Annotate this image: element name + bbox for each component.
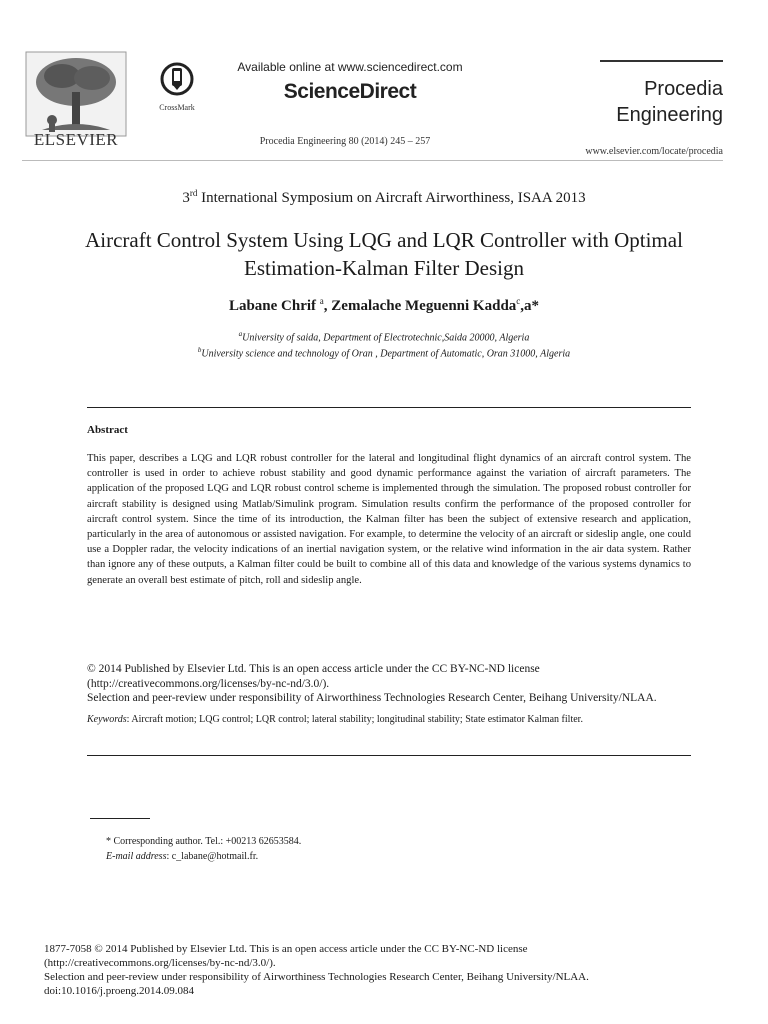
peer-review-line: Selection and peer-review under responsibility of Airworthiness Technologies Research Center, Beihang University/NLAA.	[87, 692, 657, 704]
crossmark-icon	[160, 62, 194, 96]
abstract-body: This paper, describes a LQG and LQR robust controller for the lateral and longitudinal flight dynamics of an aircraft control system. The controller is used in order to achieve robust stability and good dynamic performance against the variation of aircraft parameters. The application of the proposed LQG and LQR robust control scheme is implemented through the simulation. The proposed robust controller for aircraft stability is designed using Matlab/Simulink program. Simulation results confirm the performance of the proposed controller for aircraft control system. Since the time of its introduction, the Kalman filter has been the subject of extensive research and application, particularly in the area of autonomous or assisted navigation. For example, to determine the velocity of an aircraft or sideslip angle, one could use a Doppler radar, the velocity indications of an inertial navigation system, or the relative wind information in the air data system. Rather than ignore any of these outputs, a Kalman filter could be built to combine all of this data and knowledge of the various systems dynamics to generate an overall best estimate of pitch, roll and sideslip angle.	[87, 453, 691, 586]
symposium-ordinal-suffix: rd	[189, 188, 198, 198]
affiliation-a	[60, 330, 708, 343]
symposium-line	[40, 188, 728, 207]
abstract-top-rule	[87, 407, 691, 408]
license-link[interactable]: (http://creativecommons.org/licenses/by-nc-nd/3.0/).	[44, 957, 276, 969]
email-note	[106, 851, 258, 862]
doi-line[interactable]: doi:10.1016/j.proeng.2014.09.084	[44, 985, 195, 997]
journal-title	[600, 76, 723, 128]
affiliation-b	[60, 346, 708, 359]
abstract-bottom-rule	[87, 755, 691, 756]
sciencedirect-brand: ScienceDirect	[283, 80, 417, 103]
affiliation-mark: a	[238, 330, 243, 338]
available-online-text: Available online at www.sciencedirect.com	[237, 60, 463, 74]
publisher-name: ELSEVIER	[33, 130, 119, 149]
symposium-name: International Symposium on Aircraft Airworthiness, ISAA 2013	[197, 190, 586, 206]
header-divider	[22, 160, 723, 161]
issn-copyright-line: 1877-7058 © 2014 Published by Elsevier Ltd. This is an open access article under the CC BY-NC-ND license	[44, 943, 528, 955]
author-name: Zemalache Meguenni Kadda	[331, 298, 517, 314]
affiliation-mark: b	[197, 346, 202, 354]
author-separator: ,	[323, 298, 332, 314]
journal-citation: Procedia Engineering 80 (2014) 245 – 257	[259, 136, 431, 147]
license-link[interactable]: (http://creativecommons.org/licenses/by-nc-nd/3.0/).	[87, 677, 330, 690]
affiliation-text: University of saida, Department of Electrotechnic,Saida 20000, Algeria	[242, 332, 530, 344]
author-list	[60, 296, 708, 315]
keywords-label: Keywords	[87, 714, 127, 725]
license-line: © 2014 Published by Elsevier Ltd. This is an open access article under the CC BY-NC-ND license	[87, 663, 540, 675]
bottom-copyright-block	[44, 942, 744, 998]
affiliation-text: University science and technology of Oran , Department of Automatic, Oran 31000, Algeria	[201, 348, 571, 360]
crossmark-label: CrossMark	[159, 103, 195, 112]
journal-title-line2: Engineering	[616, 104, 723, 126]
footnote-rule	[90, 818, 150, 819]
author-affiliation-mark: a	[319, 296, 324, 306]
crossmark-badge[interactable]	[152, 62, 202, 112]
corresponding-author-note: * Corresponding author. Tel.: +00213 62653584.	[106, 836, 302, 847]
peer-review-line: Selection and peer-review under responsibility of Airworthiness Technologies Research Center, Beihang University/NLAA.	[44, 971, 589, 983]
paper-title: Aircraft Control System Using LQG and LQR Controller with Optimal Estimation-Kalman Filter Design	[85, 228, 683, 280]
author-affiliation-tail: ,a*	[520, 298, 540, 314]
symposium-ordinal: 3	[182, 190, 190, 206]
keywords-list: : Aircraft motion; LQG control; LQR control; lateral stability; longitudinal stability; State estimator Kalman filter.	[126, 714, 583, 725]
email-address[interactable]: : c_labane@hotmail.fr.	[166, 851, 259, 862]
abstract-heading: Abstract	[87, 424, 128, 436]
author-name: Labane Chrif	[228, 298, 320, 314]
journal-title-line1: Procedia	[644, 78, 723, 100]
license-notice	[87, 662, 707, 706]
email-label: E-mail address	[106, 851, 167, 862]
keywords-line	[87, 714, 707, 725]
journal-title-rule	[600, 60, 723, 62]
journal-url[interactable]: www.elsevier.com/locate/procedia	[585, 146, 723, 157]
author-affiliation-mark: c	[516, 296, 521, 306]
